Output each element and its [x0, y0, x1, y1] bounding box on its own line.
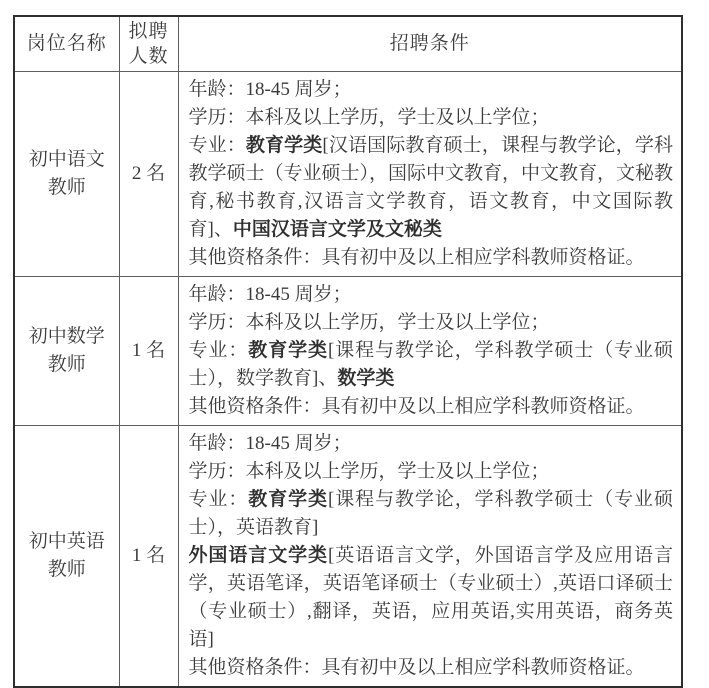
- condition-education: [189, 104, 674, 132]
- position-name-line1: 初中数学: [28, 325, 105, 347]
- condition-major-category2: 中国汉语言文学及文秘类: [232, 218, 442, 240]
- condition-education-text: 学历：本科及以上学历，学士及以上学位；: [188, 311, 550, 333]
- table-row-math-teacher: [14, 276, 682, 425]
- condition-other-text: 其他资格条件：具有初中及以上相应学科教师资格证。: [188, 395, 645, 417]
- conditions-cell: [178, 71, 682, 276]
- position-cell: [14, 71, 119, 276]
- header-headcount: [119, 16, 178, 71]
- condition-age: [189, 430, 674, 458]
- condition-age-text: 年龄：18-45 周岁；: [188, 78, 352, 100]
- condition-major: [189, 132, 674, 244]
- position-name-line2: 教师: [47, 176, 86, 198]
- condition-other: [189, 393, 674, 421]
- headcount-cell: [119, 425, 178, 687]
- condition-major-prefix: 专业：: [188, 488, 249, 510]
- condition-major-prefix: 专业：: [188, 134, 246, 156]
- recruitment-conditions-table: [13, 15, 683, 688]
- table-header-row: [14, 16, 682, 71]
- header-conditions: [178, 16, 682, 71]
- position-name-line2: 教师: [47, 558, 86, 580]
- conditions-content: [189, 281, 674, 421]
- condition-major-category2: 数学类: [337, 367, 395, 389]
- condition-age-text: 年龄：18-45 周岁；: [188, 283, 352, 305]
- conditions-content: [189, 76, 674, 272]
- header-position: [14, 16, 119, 71]
- condition-major-detail1: [课程与教学论，学科教学硕士（专业硕士），英语教育]: [188, 488, 673, 538]
- condition-age: [189, 281, 674, 309]
- table-row-chinese-teacher: [14, 71, 682, 276]
- headcount-cell: [119, 276, 178, 425]
- condition-major: [189, 337, 674, 393]
- condition-education: [189, 309, 674, 337]
- condition-major-detail1: [汉语国际教育硕士，课程与教学论，学科教学硕士（专业硕士），国际中文教育，中文教育，文秘教育,秘书教育,汉语言文学教育，语文教育，中文国际教育]、: [188, 134, 674, 240]
- headcount-value: 1 名: [131, 544, 166, 566]
- condition-major-category1: 教育学类: [245, 134, 323, 156]
- header-headcount-line2: 人数: [128, 45, 169, 67]
- condition-major-prefix: 专业：: [188, 339, 249, 361]
- header-headcount-line1: 拟聘: [128, 20, 169, 42]
- condition-other: [189, 244, 674, 272]
- condition-major-foreign: [189, 542, 674, 654]
- conditions-cell: [178, 425, 682, 687]
- condition-major: [189, 486, 674, 542]
- condition-age-text: 年龄：18-45 周岁；: [188, 432, 352, 454]
- condition-education: [189, 458, 674, 486]
- condition-major-category3: 外国语言文学类: [188, 544, 328, 566]
- condition-major-detail1: [课程与教学论，学科教学硕士（专业硕士），数学教育]、: [188, 339, 673, 389]
- condition-major-category1: 教育学类: [248, 488, 328, 510]
- table-row-english-teacher: [14, 425, 682, 687]
- position-name-line1: 初中语文: [28, 148, 105, 170]
- condition-other-text: 其他资格条件：具有初中及以上相应学科教师资格证。: [188, 656, 645, 678]
- position-cell: [14, 425, 119, 687]
- condition-education-text: 学历：本科及以上学历，学士及以上学位；: [188, 460, 550, 482]
- condition-major-category1: 教育学类: [248, 339, 328, 361]
- conditions-cell: [178, 276, 682, 425]
- headcount-value: 2 名: [131, 162, 166, 184]
- condition-other: [189, 654, 674, 682]
- condition-education-text: 学历：本科及以上学历，学士及以上学位；: [188, 106, 550, 128]
- condition-age: [189, 76, 674, 104]
- position-cell: [14, 276, 119, 425]
- conditions-content: [189, 430, 674, 682]
- header-conditions-label: 招聘条件: [389, 33, 470, 55]
- position-name-line1: 初中英语: [28, 530, 105, 552]
- condition-other-text: 其他资格条件：具有初中及以上相应学科教师资格证。: [188, 246, 645, 268]
- header-position-label: 岗位名称: [26, 33, 107, 55]
- position-name-line2: 教师: [47, 353, 86, 375]
- condition-major-detail2: [英语语言文学，外国语言学及应用语言学，英语笔译，英语笔译硕士（专业硕士）,英语口译硕士（专业硕士）,翻译，英语，应用英语,实用英语，商务英语]: [188, 544, 673, 650]
- headcount-cell: [119, 71, 178, 276]
- headcount-value: 1 名: [131, 339, 166, 361]
